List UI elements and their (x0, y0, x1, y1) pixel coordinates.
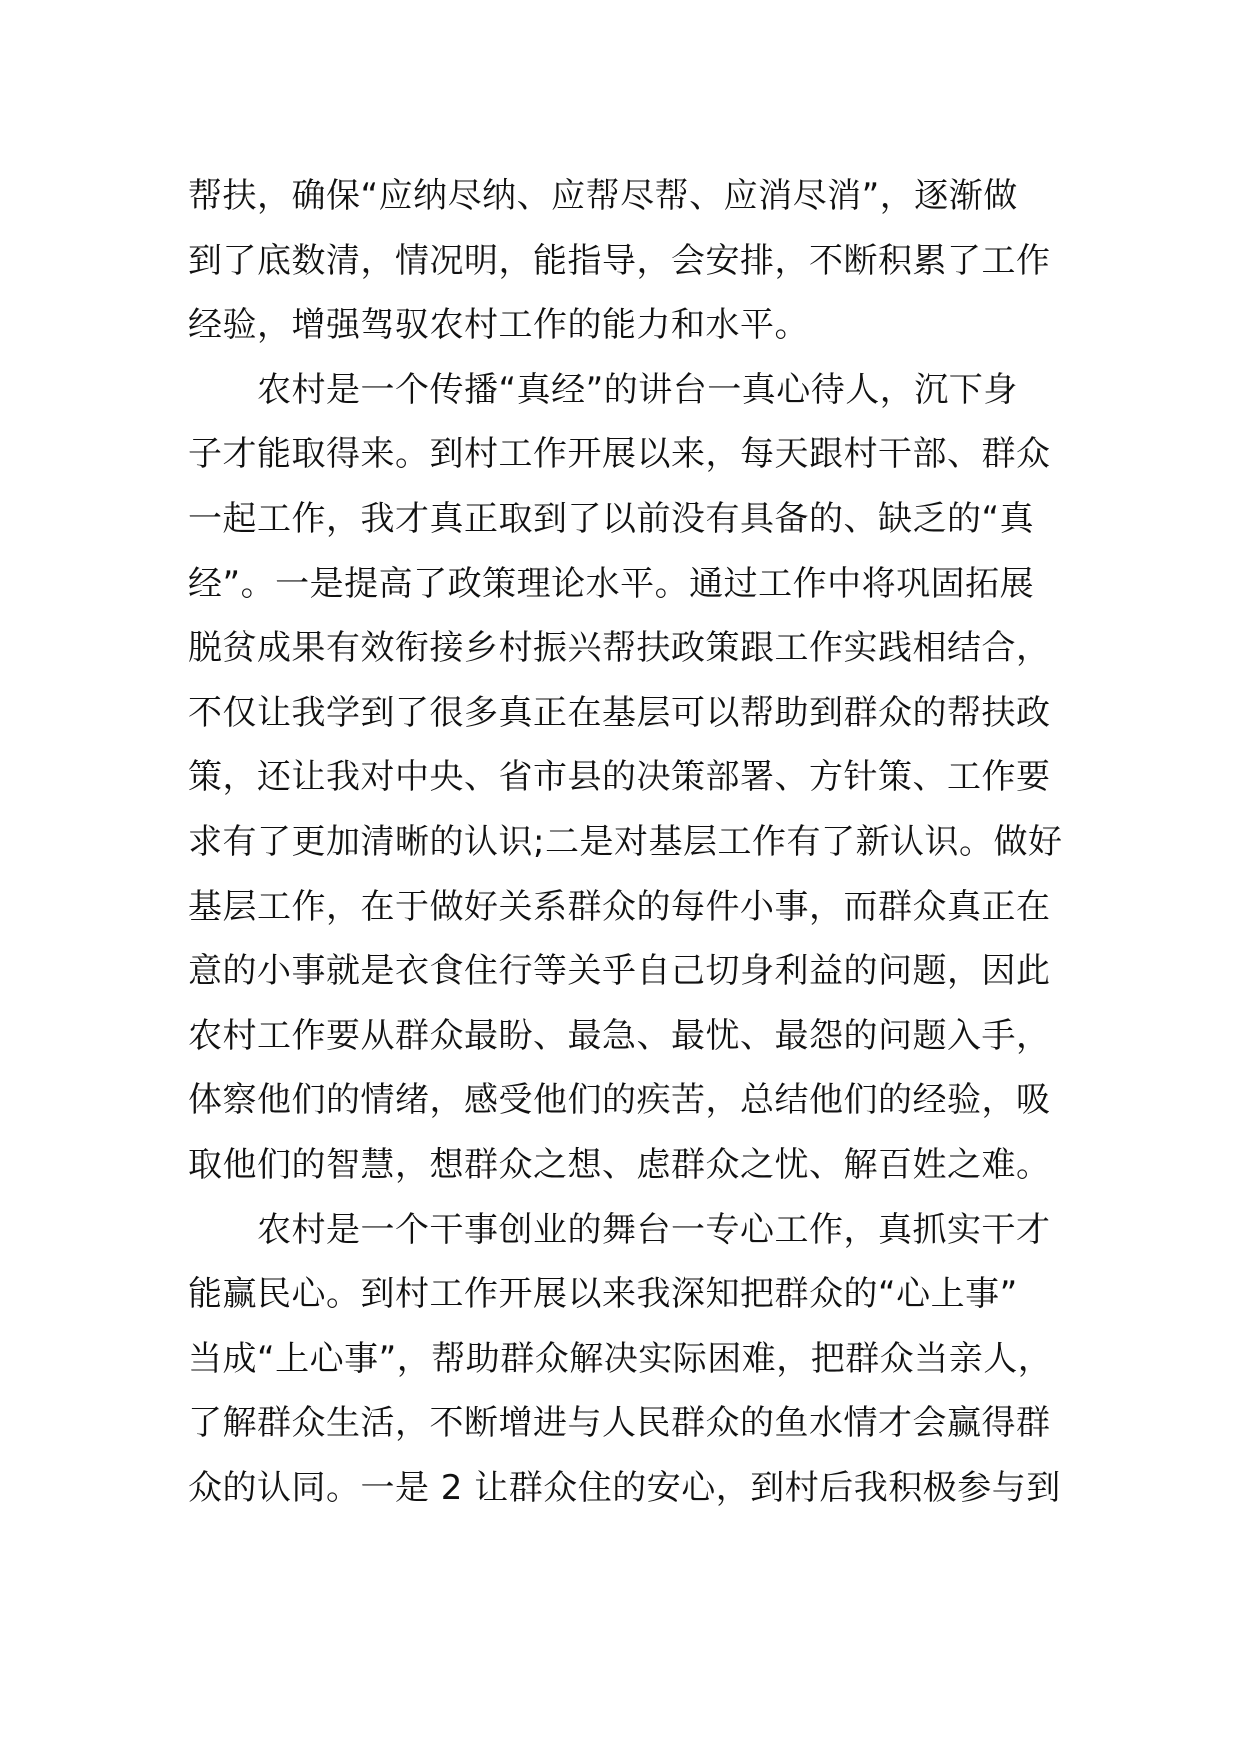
text-line: 农村工作要从群众最盼、最急、最忧、最怨的问题入手， (188, 1015, 1051, 1056)
text-line: 一起工作，我才真正取到了以前没有具备的、缺乏的“真 (188, 498, 1035, 539)
text-line: 农村是一个干事创业的舞台一专心工作，真抓实干才 (188, 1209, 1051, 1250)
text-line: 了解群众生活，不断增进与人民群众的鱼水情才会赢得群 (188, 1403, 1051, 1444)
text-line: 帮扶，确保“应纳尽纳、应帮尽帮、应消尽消”，逐渐做 (188, 176, 1018, 216)
text-line: 众的认同。一是 2 让群众住的安心，到村后我积极参与到 (188, 1467, 1061, 1508)
text-line: 求有了更加清晰的认识;二是对基层工作有了新认识。做好 (188, 821, 1063, 862)
text-line: 体察他们的情绪，感受他们的疾苦，总结他们的经验，吸 (188, 1080, 1051, 1121)
text-line: 到了底数清，情况明，能指导，会安排，不断积累了工作 (188, 240, 1051, 281)
text-line: 农村是一个传播“真经”的讲台一真心待人，沉下身 (188, 369, 1018, 410)
text-line: 能赢民心。到村工作开展以来我深知把群众的“心上事” (188, 1274, 1018, 1315)
text-line: 经验，增强驾驭农村工作的能力和水平。 (188, 305, 809, 346)
text-line: 不仅让我学到了很多真正在基层可以帮助到群众的帮扶政 (188, 692, 1051, 733)
text-line: 取他们的智慧，想群众之想、虑群众之忧、解百姓之难。 (188, 1144, 1051, 1185)
text-line: 基层工作，在于做好关系群众的每件小事，而群众真正在 (188, 886, 1051, 927)
body-text (188, 164, 1068, 1520)
paragraph-2 (188, 358, 1068, 1198)
text-line: 脱贫成果有效衔接乡村振兴帮扶政策跟工作实践相结合， (188, 628, 1051, 669)
text-line: 策，还让我对中央、省市县的决策部署、方针策、工作要 (188, 757, 1051, 798)
text-line: 子才能取得来。到村工作开展以来，每天跟村干部、群众 (188, 434, 1051, 475)
text-line: 当成“上心事”，帮助群众解决实际困难，把群众当亲人， (188, 1338, 1053, 1379)
text-line: 经”。一是提高了政策理论水平。通过工作中将巩固拓展 (188, 563, 1035, 604)
paragraph-3 (188, 1198, 1068, 1521)
text-line: 意的小事就是衣食住行等关乎自己切身利益的问题，因此 (188, 951, 1051, 992)
paragraph-1 (188, 164, 1068, 358)
